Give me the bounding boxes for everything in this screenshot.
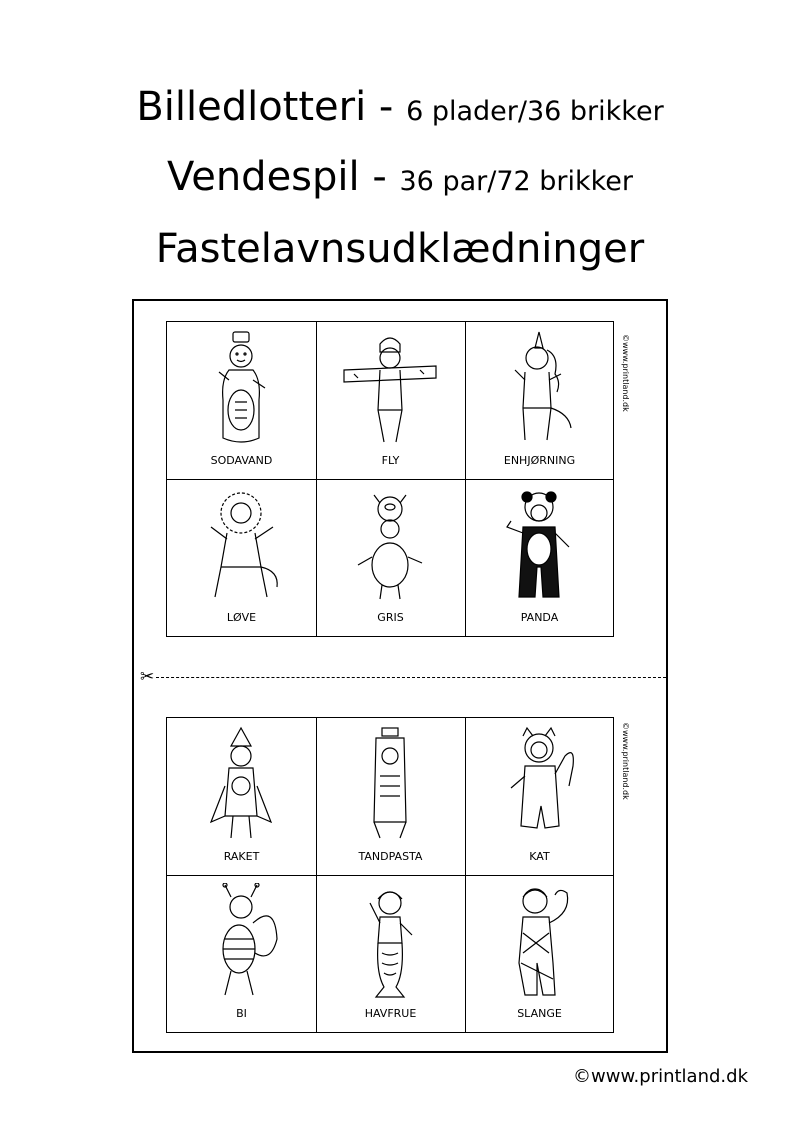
- soda-bottle-costume-icon: [191, 330, 291, 448]
- board-2: [166, 717, 614, 1033]
- board-1: [166, 321, 614, 637]
- footer-credit: ©www.printland.dk: [573, 1066, 748, 1087]
- card-enhjorning: [465, 322, 614, 479]
- cut-line: [156, 677, 666, 678]
- title-vendespil-detail: 36 par/72 brikker: [399, 166, 634, 197]
- title-billedlotteri-detail: 6 plader/36 brikker: [406, 96, 664, 127]
- card-label: LØVE: [226, 611, 257, 624]
- title-line-1: [0, 84, 800, 130]
- airplane-costume-icon: [340, 330, 440, 448]
- rocket-costume-icon: [191, 726, 291, 844]
- lion-costume-icon: [191, 487, 291, 605]
- card-fly: [316, 322, 465, 479]
- card-label: TANDPASTA: [358, 850, 423, 863]
- title-billedlotteri: Billedlotteri -: [136, 84, 407, 130]
- cat-costume-icon: [489, 726, 589, 844]
- title-vendespil: Vendespil -: [166, 154, 400, 200]
- credit-vertical: ©www.printland.dk: [621, 334, 630, 412]
- snake-costume-icon: [489, 883, 589, 1001]
- panda-costume-icon: [489, 487, 589, 605]
- card-slange: [465, 875, 614, 1032]
- card-bi: [167, 875, 316, 1032]
- card-raket: [167, 718, 316, 875]
- card-panda: [465, 479, 614, 636]
- title-line-2: [0, 154, 800, 200]
- pig-costume-icon: [340, 487, 440, 605]
- card-label: FLY: [381, 454, 400, 467]
- scissors-icon: ✂: [140, 667, 155, 687]
- credit-vertical: ©www.printland.dk: [621, 722, 630, 800]
- card-label: PANDA: [520, 611, 559, 624]
- card-tandpasta: [316, 718, 465, 875]
- card-havfrue: [316, 875, 465, 1032]
- title-line-3: Fastelavnsudklædninger: [155, 226, 645, 272]
- card-gris: [316, 479, 465, 636]
- card-label: SODAVAND: [210, 454, 273, 467]
- unicorn-costume-icon: [489, 330, 589, 448]
- card-label: GRIS: [377, 611, 404, 624]
- card-label: SLANGE: [517, 1007, 562, 1020]
- card-label: HAVFRUE: [364, 1007, 417, 1020]
- card-love: [167, 479, 316, 636]
- card-label: KAT: [529, 850, 550, 863]
- card-kat: [465, 718, 614, 875]
- card-label: ENHJØRNING: [503, 454, 576, 467]
- card-label: BI: [236, 1007, 247, 1020]
- card-label: RAKET: [223, 850, 260, 863]
- toothpaste-costume-icon: [340, 726, 440, 844]
- card-sodavand: [167, 322, 316, 479]
- bee-costume-icon: [191, 883, 291, 1001]
- mermaid-costume-icon: [340, 883, 440, 1001]
